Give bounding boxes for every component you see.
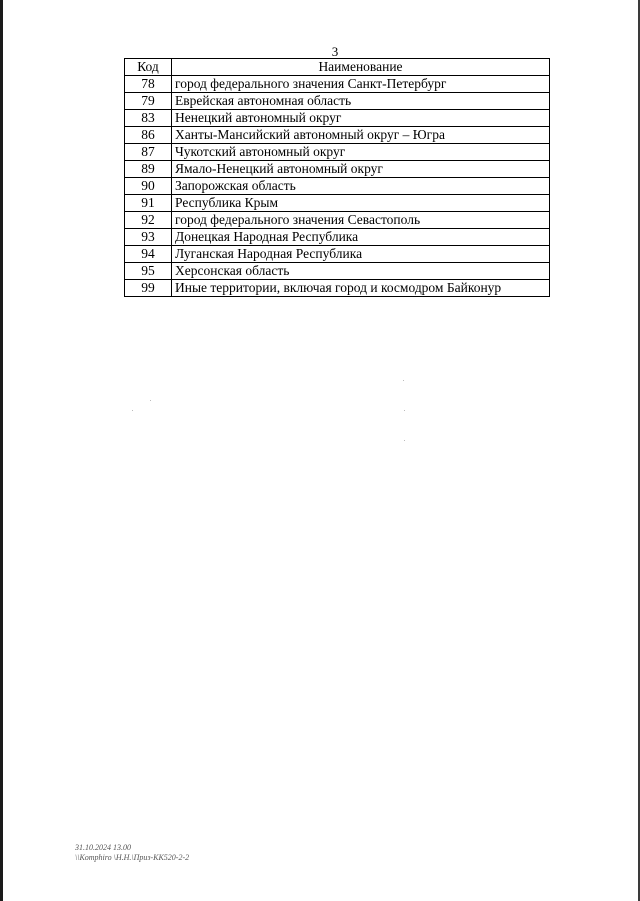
row-name: Донецкая Народная Республика (172, 229, 550, 246)
table-row (125, 280, 550, 297)
row-name: Луганская Народная Республика (172, 246, 550, 263)
row-code: 87 (125, 144, 172, 161)
row-code: 91 (125, 195, 172, 212)
page-edge-left (0, 0, 3, 901)
table-row (125, 263, 550, 280)
row-code: 94 (125, 246, 172, 263)
row-code: 78 (125, 76, 172, 93)
row-name: Херсонская область (172, 263, 550, 280)
scan-speck (150, 400, 151, 401)
row-code: 93 (125, 229, 172, 246)
table-header-row (125, 59, 550, 76)
row-name: Иные территории, включая город и космодром Байконур (172, 280, 550, 297)
footer-stamp (75, 843, 189, 863)
header-code: Код (125, 59, 172, 76)
header-name: Наименование (172, 59, 550, 76)
table-row (125, 127, 550, 144)
table-row (125, 195, 550, 212)
row-code: 79 (125, 93, 172, 110)
scan-speck (132, 410, 133, 411)
row-name: Республика Крым (172, 195, 550, 212)
row-code: 90 (125, 178, 172, 195)
table-row (125, 110, 550, 127)
table-row (125, 178, 550, 195)
row-code: 92 (125, 212, 172, 229)
scan-speck (403, 380, 404, 381)
row-name: Чукотский автономный округ (172, 144, 550, 161)
row-name: Ямало-Ненецкий автономный округ (172, 161, 550, 178)
table-row (125, 246, 550, 263)
row-code: 99 (125, 280, 172, 297)
table-row (125, 76, 550, 93)
footer-timestamp: 31.10.2024 13.00 (75, 843, 131, 852)
table-row (125, 144, 550, 161)
row-name: Еврейская автономная область (172, 93, 550, 110)
scan-speck (404, 440, 405, 441)
page-number: 3 (331, 44, 339, 59)
table-row (125, 93, 550, 110)
table-row (125, 212, 550, 229)
scan-speck (404, 410, 405, 411)
row-name: Запорожская область (172, 178, 550, 195)
row-code: 86 (125, 127, 172, 144)
table-row (125, 229, 550, 246)
row-code: 83 (125, 110, 172, 127)
row-name: Ненецкий автономный округ (172, 110, 550, 127)
footer-file-path: \\Komphiro \Н.Н.\Приз-КК520-2-2 (75, 853, 190, 862)
row-code: 89 (125, 161, 172, 178)
row-name: Ханты-Мансийский автономный округ – Югра (172, 127, 550, 144)
row-name: город федерального значения Севастополь (172, 212, 550, 229)
row-code: 95 (125, 263, 172, 280)
table-row (125, 161, 550, 178)
row-name: город федерального значения Санкт-Петербург (172, 76, 550, 93)
region-codes-table (124, 58, 550, 297)
